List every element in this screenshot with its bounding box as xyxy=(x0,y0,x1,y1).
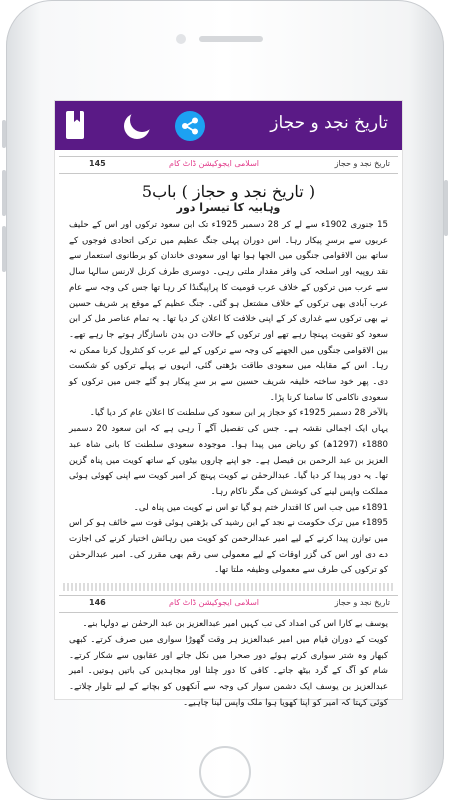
chapter-title: ( تاریخ نجد و حجاز ) باب5 xyxy=(141,182,316,201)
top-toolbar xyxy=(55,101,402,150)
page-body xyxy=(59,218,398,579)
front-camera xyxy=(176,34,186,44)
paragraph: 1895ء میں ترک حکومت نے نجد کے ابن رشید کی بڑھتی ہوئی قوت سے خائف ہو کر اس میں توازن پیدا کرنے کے لیے امیر عبدالرحمن کو کویت میں رہائش اختیار کرنے کی اجازت دے دی اور اس کی گزر اوقات کے لیے معمولی سی رقم بھی مقرر کی۔ امیر عبدالرحمٰن کو ترکوں کی طرف سے معمولی وظیفہ ملتا تھا۔ xyxy=(69,518,388,576)
paragraph: یوسف بے کارا اس کی امداد کی تب کہیں امیر عبدالعزیز بن عبد الرحمٰن نے دولہا بنے۔ xyxy=(82,619,388,630)
running-head: تاریخ نجد و حجاز xyxy=(334,598,390,608)
page-divider xyxy=(63,583,394,591)
power-button xyxy=(444,180,448,236)
site-brand: اسلامی ایجوکیشن ڈاٹ کام xyxy=(169,598,259,608)
chapter-subtitle: وہابیہ کا تیسرا دور xyxy=(176,201,281,214)
share-button[interactable] xyxy=(175,111,205,141)
share-icon xyxy=(175,111,205,141)
site-brand: اسلامی ایجوکیشن ڈاٹ کام xyxy=(169,159,259,168)
page-header xyxy=(59,595,398,613)
volume-down-button xyxy=(2,226,6,272)
earpiece-speaker xyxy=(199,36,263,42)
page-body xyxy=(59,617,398,711)
page-header xyxy=(59,156,398,174)
running-head: تاریخ نجد و حجاز xyxy=(334,159,390,168)
paragraph: کویت کے دوران قیام میں امیر عبدالعزیز ہر وقت گھوڑا سواری میں صرف کرتے۔ کبھی کبھار وہ شتر سواری کرتے ہوئے دور صحرا میں نکل جاتے اور عقابوں سے شکار کرتے۔ شام کو آگ کے گرد بیٹھ جاتے۔ کافی کا دور چلتا اور مجاہدین کی باتیں ہوتیں۔ امیر عبدالعزیز بن یوسف ایک دشمن سوار کی وجہ سے آنکھوں کو بچانے کے لیے تلوار چلاتے۔ کوئی کہتا کہ امیر کو اپنا کھویا ہوا ملک واپس لینا چاہیے۔ xyxy=(69,634,388,708)
book-page-145 xyxy=(59,156,398,579)
paragraph: بالآخر 28 دسمبر 1925ء کو حجاز پر ابن سعود کی سلطنت کا اعلان عام کر دیا گیا۔ xyxy=(89,408,388,419)
page-number: 146 xyxy=(89,598,106,608)
night-mode-icon[interactable] xyxy=(121,110,153,142)
paragraph: 1891ء میں جب اس کا اقتدار ختم ہو گیا تو اس نے کویت میں پناہ لی۔ xyxy=(133,502,388,513)
paragraph: 15 جنوری 1902ء سے لے کر 28 دسمبر 1925ء تک ابن سعود ترکوں اور اس کے حلیف عربوں سے برسرِ پیکار رہا۔ اس دوران پہلی جنگ عظیم میں ترکی اتحادی فوجوں کے ساتھ بین الاقوامی جنگوں میں الجھا ہوا تھا اور سعودی خاندان کو برطانوی استعمار سے نقد روپیہ اور اسلحہ کی وافر مقدار ملتی رہی۔ دوسری طرف کرنل لارنس سالہا سال سے عرب میں ترکوں کے خلاف عرب قومیت کا پراپیگنڈا کر رہا تھا جس کی وجہ سے عام عرب آبادی بھی ترکوں کے خلاف مشتعل ہو گئی۔ جنگ عظیم کے موقع پر شریف حسین نے بھی ترکوں سے غداری کر کے اپنی خلافت کا اعلان کر دیا تھا۔ یہ تمام عناصر مل کر ابن سعود کو تقویت پہنچا رہے تھے اور ترکوں کے حالات دن بدن ناسازگار ہوتے جا رہے تھے۔ بین الاقوامی جنگوں میں الجھنے کی وجہ سے ترکوں کے لیے عرب کو کنٹرول کرنا ممکن نہ رہا۔ اس کے مقابلہ میں سعودی طاقت بڑھتی گئی، انہوں نے پہلے ترکوں کو شکست دی۔ پھر خود ساختہ خلیفہ شریف حسین سے بر سرِ پیکار ہو گئے جس میں ترکوں کو سعودی ناکامی کا سامنا کرنا پڑا۔ xyxy=(69,220,388,403)
page-number: 145 xyxy=(89,159,106,168)
bookmark-icon[interactable] xyxy=(65,110,85,140)
paragraph: یہاں ایک اجمالی نقشہ ہے۔ جس کی تفصیل آگے آ رہی ہے کہ ابن سعود 20 دسمبر 1880ء (1297ھ) کو ریاض میں پیدا ہوا۔ موجودہ سعودی سلطنت کا بانی شاہ عبد العزیز بن عبد الرحمن بن فیصل ہے۔ جو اپنے چاروں بیٹوں کے ساتھ کویت میں پناہ گزین تھا۔ یہ دور پیدا کر دیا گیا۔ عبدالرحمٰن نے کویت پہنچ کر امیر کویت سے اپنی کھوئی ہوئی مملکت واپس لینے کی کوشش کی مگر ناکام رہا۔ xyxy=(69,424,388,497)
app-screen xyxy=(54,100,403,708)
book-page-146 xyxy=(59,595,398,711)
volume-up-button xyxy=(2,170,6,216)
app-title: تاریخ نجد و حجاز xyxy=(270,113,388,133)
mute-switch xyxy=(2,120,6,148)
home-button[interactable] xyxy=(199,746,251,798)
